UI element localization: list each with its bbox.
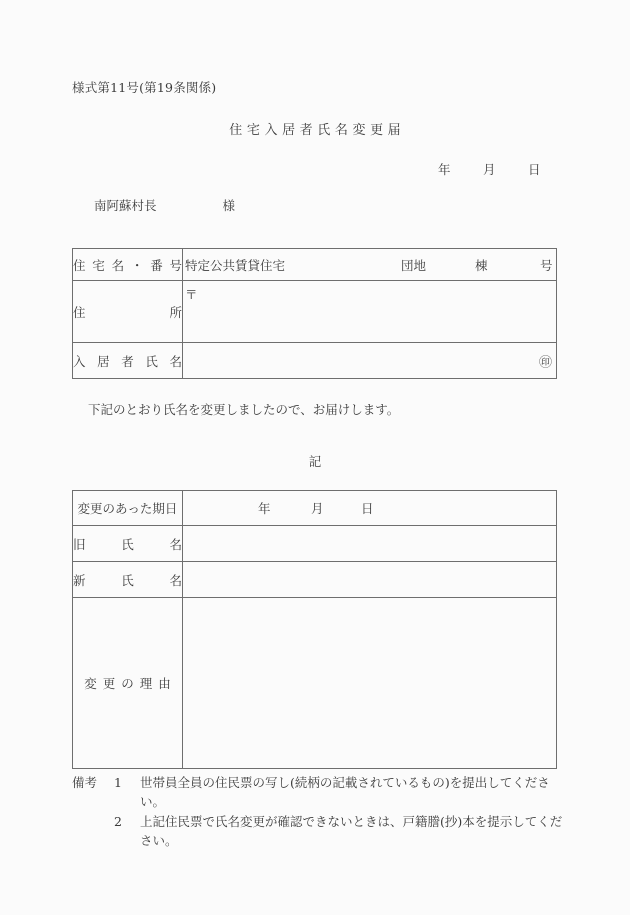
remarks-item-text: 上記住民票で氏名変更が確認できないときは、戸籍謄(抄)本を提示してください。: [140, 813, 563, 849]
address-value-cell[interactable]: [183, 281, 557, 343]
change-date-year-label: 年: [258, 501, 271, 516]
form-code: 様式第11号(第19条関係): [72, 80, 217, 95]
housing-name-label: 住 宅 名 ・ 番 号: [73, 257, 182, 273]
address-label: 住 所: [73, 304, 182, 320]
addressee-line: [94, 196, 235, 214]
reason-value-cell[interactable]: [183, 598, 557, 769]
table-row: [73, 562, 557, 598]
remarks-item-number: 2: [114, 813, 122, 829]
table-row: [73, 249, 557, 281]
lead-paragraph: 下記のとおり氏名を変更しましたので、お届けします。: [88, 402, 400, 417]
resident-name-label-cell: [73, 343, 183, 379]
ki-marker: 記: [308, 454, 322, 469]
submission-date-year-label: 年: [438, 162, 451, 177]
housing-unit-danchi-label: 団地: [401, 257, 427, 273]
reason-label: 変更の理由: [84, 676, 177, 691]
new-name-label-cell: [73, 562, 183, 598]
table-row: [73, 491, 557, 526]
resident-name-label: 入 居 者 氏 名: [73, 353, 182, 369]
address-label-cell: [73, 281, 183, 343]
submission-date-month-label: 月: [483, 162, 496, 177]
remarks-item: [72, 812, 572, 851]
remarks-item: [72, 773, 572, 812]
reason-label-cell: [73, 598, 183, 769]
remarks-section: [72, 773, 572, 851]
remarks-item-text: 世帯員全員の住民票の写し(続柄の記載されているもの)を提出してください。: [140, 775, 550, 810]
old-name-value-cell[interactable]: [183, 526, 557, 562]
old-name-label-cell: [73, 526, 183, 562]
remarks-item-number: 1: [114, 775, 122, 790]
table-row: [73, 598, 557, 769]
housing-type-text: 特定公共賃貸住宅: [185, 257, 286, 273]
change-date-label: 変更のあった期日: [77, 501, 178, 516]
housing-unit-tou-label: 棟: [475, 257, 488, 273]
table-row: [73, 343, 557, 379]
housing-info-table: [72, 248, 557, 379]
housing-name-value-cell[interactable]: [183, 249, 557, 281]
table-row: [73, 526, 557, 562]
change-details-table: [72, 490, 557, 769]
housing-name-label-cell: [73, 249, 183, 281]
submission-date-day-label: 日: [528, 162, 541, 177]
postal-code-icon: 〒: [185, 287, 198, 302]
page-title: 住宅入居者氏名変更届: [229, 123, 406, 138]
change-date-value-cell[interactable]: [183, 491, 557, 526]
addressee-name: 南阿蘇村長: [94, 198, 157, 213]
housing-unit-gou-label: 号: [540, 257, 553, 273]
new-name-value-cell[interactable]: [183, 562, 557, 598]
seal-icon: ㊞: [538, 355, 552, 370]
remarks-heading: 備考: [72, 775, 98, 790]
table-row: [73, 281, 557, 343]
old-name-label: 旧 氏 名: [73, 536, 182, 552]
resident-name-value-cell[interactable]: [183, 343, 557, 379]
addressee-honorific: 様: [222, 198, 236, 213]
change-date-day-label: 日: [361, 501, 374, 516]
new-name-label: 新 氏 名: [73, 572, 182, 588]
change-date-label-cell: [73, 491, 183, 526]
change-date-month-label: 月: [311, 501, 324, 516]
